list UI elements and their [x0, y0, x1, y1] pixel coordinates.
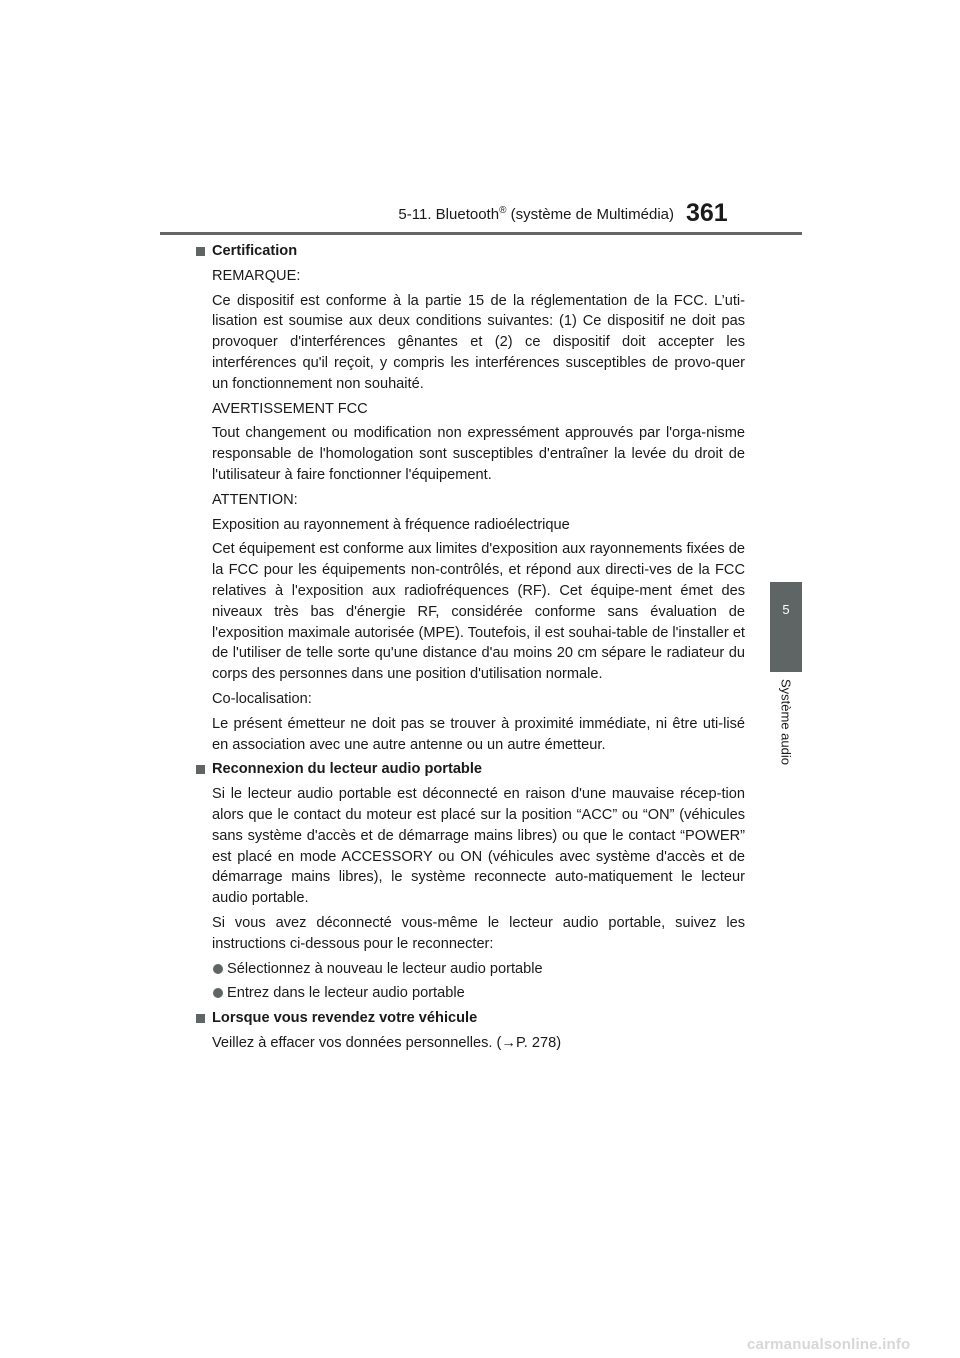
header-divider: [160, 232, 802, 235]
watermark-text: carmanualsonline.info: [747, 1336, 911, 1353]
paragraph: Le présent émetteur ne doit pas se trouver à proximité immédiate, ni être uti-lisé en association avec une autre antenne ou un autre émetteur.: [212, 715, 745, 753]
list-item-text: Sélectionnez à nouveau le lecteur audio portable: [227, 960, 543, 977]
chapter-title-suffix: (système de Multimédia): [506, 206, 674, 223]
paragraph: [212, 1033, 745, 1054]
page-header: [160, 199, 802, 235]
page-content: [212, 241, 745, 1058]
arrow-right-icon: →: [501, 1034, 516, 1051]
paragraph: Exposition au rayonnement à fréquence radioélectrique: [212, 516, 570, 533]
chapter-tab: [770, 582, 802, 672]
paragraph: ATTENTION:: [212, 491, 298, 508]
square-bullet-icon: [196, 1014, 205, 1023]
paragraph: Co-localisation:: [212, 690, 312, 707]
square-bullet-icon: [196, 765, 205, 774]
chapter-tab-number: 5: [782, 602, 790, 617]
list-item: [212, 959, 745, 980]
list-item-text: Entrez dans le lecteur audio portable: [227, 985, 465, 1002]
section-heading-reconnexion: [212, 759, 745, 780]
paragraph: Ce dispositif est conforme à la partie 15 de la réglementation de la FCC. L’uti-lisation est soumise aux deux conditions suivantes: (1) Ce dispositif ne doit pas provoquer d'interférences gênantes et (2) ce dispositif doit accepter les interférences qu'il reçoit, y compris les interférences susceptibles de provo-quer un fonctionnement non souhaité.: [212, 292, 745, 392]
heading-text: Reconnexion du lecteur audio portable: [212, 761, 483, 778]
page-number: 361: [686, 199, 728, 227]
section-heading-certification: [212, 241, 745, 262]
heading-text: Lorsque vous revendez votre véhicule: [212, 1010, 478, 1027]
paragraph: Si vous avez déconnecté vous-même le lecteur audio portable, suivez les instructions ci-dessous pour le reconnecter:: [212, 914, 745, 952]
chapter-title: [160, 205, 674, 223]
paragraph-text: Veillez à effacer vos données personnelles. (: [212, 1034, 502, 1051]
chapter-title-text: 5-11. Bluetooth: [398, 206, 500, 223]
paragraph: Tout changement ou modification non expressément approuvés par l'orga-nisme responsable de l'homologation sont susceptibles d'entraîner la levée du droit de l'utilisateur à faire fonctionner l'équipement.: [212, 425, 745, 483]
paragraph: REMARQUE:: [212, 267, 301, 284]
heading-text: Certification: [212, 243, 298, 259]
paragraph: Si le lecteur audio portable est déconnecté en raison d'une mauvaise récep-tion alors que le contact du moteur est placé sur la position “ACC” ou “ON” (véhicules sans système d'accès et de démarrage mains libres) ou que le contact “POWER” est placé en mode ACCESSORY ou ON (véhicules avec système d'accès et de démarrage mains libres), le système reconnecte auto-matiquement le lecteur audio portable.: [212, 786, 745, 907]
page-reference-link[interactable]: P. 278): [515, 1034, 562, 1051]
registered-mark: ®: [499, 205, 507, 216]
square-bullet-icon: [196, 247, 205, 256]
circle-bullet-icon: [213, 964, 223, 974]
paragraph: AVERTISSEMENT FCC: [212, 400, 368, 417]
paragraph: Cet équipement est conforme aux limites d'exposition aux rayonnements fixées de la FCC pour les équipements non-contrôlés, et répond aux directi-ves de la FCC relatives à l'exposition aux radiofréquences (RF). Cet équipe-ment émet des niveaux très bas d'énergie RF, considérée conforme sans évaluation de l'exposition maximale autorisée (MPE). Toutefois, il est souhai-table de l'installer et de l'utiliser de telle sorte qu'une distance d'au moins 20 cm sépare le radiateur du corps des personnes dans une position d'utilisation normale.: [212, 541, 745, 683]
chapter-tab-label: Système audio: [778, 679, 794, 765]
section-heading-revente: [212, 1008, 745, 1029]
list-item: [212, 983, 745, 1004]
